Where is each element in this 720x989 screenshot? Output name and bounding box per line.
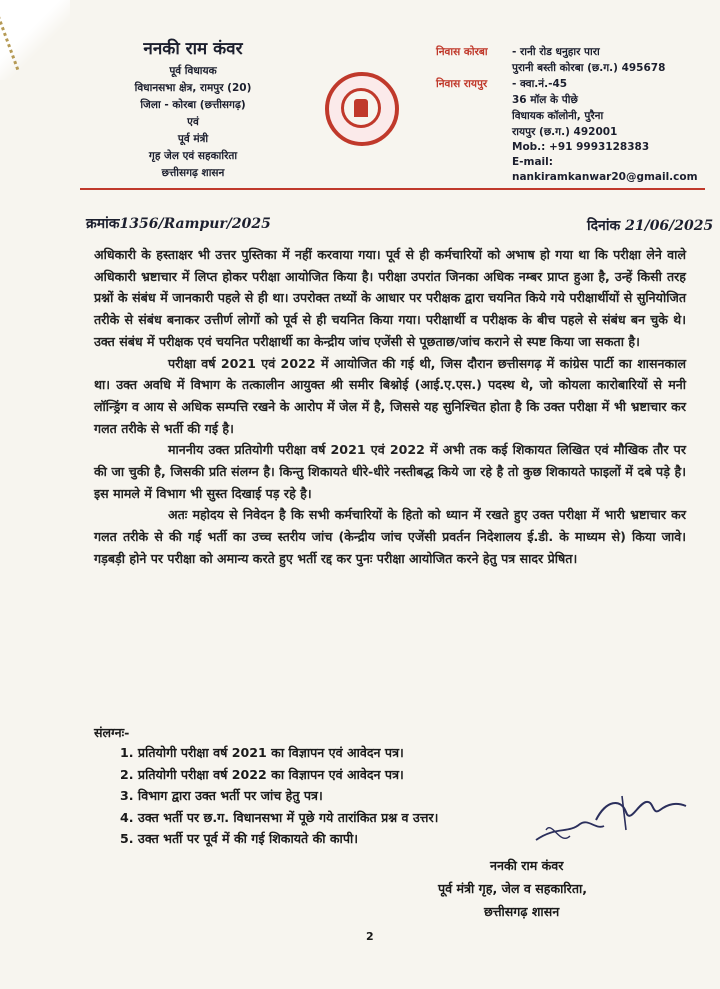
raipur-address-line: 36 मॉल के पीछे (512, 94, 578, 106)
body-paragraph: अतः महोदय से निवेदन है कि सभी कर्मचारियों के हितो को ध्यान में रखते हुए उक्त परीक्षा में भारी भ्रष्टाचार कर गलत तरीके से की गई भर्ती का उच्च स्तरीय जांच (केन्द्रीय जांच एजेंसी प्रवर्तन निदेशालय ई.डी. के माध्यम से) किया जावे। गड़बड़ी होने पर परीक्षा को अमान्य करते हुए भर्ती रद्द कर पुनः परीक्षा आयोजित करने हेतु पत्र सादर प्रेषित। (94, 507, 686, 566)
enclosure-label: संलग्नः- (94, 725, 130, 740)
body-paragraph: परीक्षा वर्ष 2021 एवं 2022 में आयोजित की गई थी, जिस दौरान छत्तीसगढ़ में कांग्रेस पार्टी का शासनकाल था। उक्त अवधि में विभाग के तत्कालीन आयुक्त श्री समीर बिश्नोई (आई.ए.एस.) पदस्थ थे, जो कोयला कारोबारियों से मनी लॉन्ड्रिंग व आय से अधिक सम्पत्ति रखने के आरोप में जेल में है, जिससे यह सुनिश्चित होता है कि उक्त परीक्षा में भी भ्रष्टाचार कर गलत तरीके से भर्ती की गई है। (94, 355, 686, 436)
body-paragraph: अधिकारी के हस्ताक्षर भी उत्तर पुस्तिका में नहीं करवाया गया। पूर्व से ही कर्मचारियों को अभाष हो गया था कि परीक्षा लेने वाले अधिकारी भ्रष्टाचार में लिप्त होकर परीक्षा आयोजित किया है। परीक्षा उपरांत जिनका अधिक नम्बर प्राप्त हुआ है, उन्हें किसी तरह प्रश्नों के संबंध में जानकारी पहले से ही था। उपरोक्त तथ्यों के आधार पर परीक्षक द्वारा चयनित किये गये परीक्षार्थीयों से सुनियोजित तरीके से संबंध बनाकर उत्तीर्ण लोगों को पूर्व से ही चयनित किया गया। परीक्षार्थी व परीक्षक के बीच पहले से संबंध बन चुके थे। उक्त संबंध में परीक्षक एवं चयनित परीक्षार्थी का केन्द्रीय जांच एजेंसी से पूछताछ/जांच कराने से स्पष्ट किया जा सकता है। (94, 247, 686, 349)
letterhead-right (436, 44, 716, 185)
letterhead-line: एवं (187, 116, 199, 128)
raipur-address-line: - क्वा.नं.-45 (512, 78, 568, 90)
letterhead-line: छत्तीसगढ़ शासन (161, 167, 225, 179)
korba-address-line: पुरानी बस्ती कोरबा (छ.ग.) 495678 (512, 62, 666, 74)
enclosure-item: 3. विभाग द्वारा उक्त भर्ती पर जांच हेतु पत्र। (120, 788, 323, 803)
korba-address-row (436, 44, 716, 76)
raipur-address-row (436, 76, 716, 140)
page-number: 2 (366, 930, 374, 943)
raipur-address-line: रायपुर (छ.ग.) 492001 (512, 126, 618, 138)
signatory-name: ननकी राम कंवर (490, 858, 564, 873)
seal-emblem (354, 99, 368, 117)
signatory-title: पूर्व मंत्री गृह, जेल व सहकारिता, (438, 881, 588, 896)
letterhead-line: पूर्व मंत्री (177, 133, 209, 145)
letter-date (587, 216, 713, 235)
enclosure-item: 5. उक्त भर्ती पर पूर्व में की गई शिकायते की कापी। (120, 831, 359, 846)
raipur-address-line: विधायक कॉलोनी, पुरैना (512, 110, 604, 122)
body-paragraph: माननीय उक्त प्रतियोगी परीक्षा वर्ष 2021 एवं 2022 में अभी तक कई शिकायत लिखित एवं मौखिक तौर पर की जा चुकी है, जिसकी प्रति संलग्न है। किन्तु शिकायते धीरे-धीरे नस्तीबद्ध किये जा रहे है तो कुछ शिकायते फाइलों में दबे पड़े है। इस मामले में विभाग भी सुस्त दिखाई पड़ रहे है। (94, 442, 686, 501)
letter-body (94, 244, 686, 570)
assembly-seal-icon (325, 72, 399, 146)
letterhead-left (98, 36, 288, 182)
enclosure-item: 4. उक्त भर्ती पर छ.ग. विधानसभा में पूछे गये तारांकित प्रश्न व उत्तर। (120, 809, 439, 825)
raipur-label: निवास रायपुर (436, 78, 488, 90)
enclosure-item: 2. प्रतियोगी परीक्षा वर्ष 2022 का विज्ञापन एवं आवेदन पत्र। (120, 766, 404, 782)
korba-label: निवास कोरबा (436, 46, 488, 58)
reference-label: क्रमांक (86, 216, 120, 232)
reference-value: 1356/Rampur/2025 (119, 216, 271, 232)
letterhead-line: विधानसभा क्षेत्र, रामपुर (20) (134, 82, 252, 94)
korba-address-line: - रानी रोड धनुहार पारा (512, 46, 600, 58)
mobile-number: Mob.: +91 9993128383 (512, 141, 650, 153)
enclosure-list (120, 742, 438, 850)
reference-number (86, 214, 271, 233)
date-value: 21/06/2025 (625, 218, 714, 234)
enclosure-item: 1. प्रतियोगी परीक्षा वर्ष 2021 का विज्ञापन एवं आवेदन पत्र। (120, 745, 404, 760)
letterhead-name: ननकी राम कंवर (143, 39, 243, 59)
handwritten-signature (526, 790, 696, 850)
letterhead-divider (80, 188, 705, 190)
signatory-state: छत्तीसगढ़ शासन (484, 904, 560, 919)
date-label: दिनांक (587, 218, 621, 234)
email-address: E-mail: nankiramkanwar20@gmail.com (512, 156, 698, 183)
letterhead-line: पूर्व विधायक (169, 65, 217, 77)
letterhead-line: गृह जेल एवं सहकारिता (148, 150, 238, 162)
letterhead-line: जिला - कोरबा (छत्तीसगढ़) (140, 99, 246, 111)
seal-inner (341, 88, 381, 128)
